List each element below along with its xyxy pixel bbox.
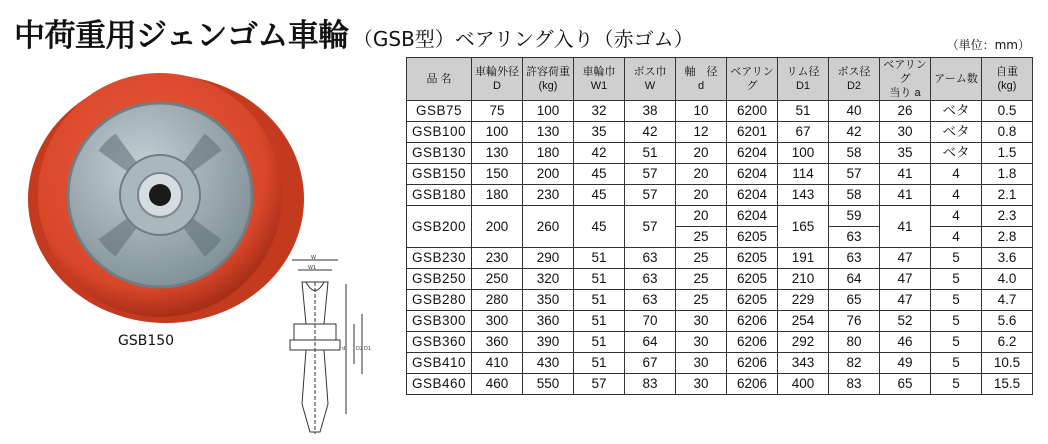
cell-value: 5.6 — [982, 311, 1033, 332]
cell-value: 51 — [778, 101, 829, 122]
col-header-load: 許容荷重 (kg) — [523, 58, 574, 101]
cell-value: 260 — [523, 206, 574, 248]
cell-value: 360 — [523, 311, 574, 332]
cell-value: 6206 — [727, 353, 778, 374]
cell-value: 35 — [880, 143, 931, 164]
cell-value: 200 — [472, 206, 523, 248]
cell-value: 6205 — [727, 227, 778, 248]
cell-value: 76 — [829, 311, 880, 332]
cell-value: 67 — [625, 353, 676, 374]
cell-value: 430 — [523, 353, 574, 374]
cell-value: 3.6 — [982, 248, 1033, 269]
dimension-d2-label: D2 — [356, 346, 364, 352]
cell-value: 130 — [472, 143, 523, 164]
cell-value: 6204 — [727, 164, 778, 185]
table-row — [407, 101, 1033, 122]
cell-value: 58 — [829, 185, 880, 206]
cell-value: 25 — [676, 290, 727, 311]
cell-value: 80 — [829, 332, 880, 353]
table-row — [407, 248, 1033, 269]
col-header-weight: 自重 (kg) — [982, 58, 1033, 101]
cell-value: 4.0 — [982, 269, 1033, 290]
cell-value: 4 — [931, 227, 982, 248]
col-header-boss-width: ボス巾 W — [625, 58, 676, 101]
cell-value: 20 — [676, 164, 727, 185]
cell-value: 83 — [625, 374, 676, 395]
table-row — [407, 143, 1033, 164]
cell-value: 47 — [880, 248, 931, 269]
cell-value: 130 — [523, 122, 574, 143]
cell-name: GSB410 — [407, 353, 472, 374]
cell-value: 42 — [625, 122, 676, 143]
cell-value: 51 — [574, 269, 625, 290]
cell-value: 320 — [523, 269, 574, 290]
cell-value: 41 — [880, 206, 931, 248]
cell-value: 59 — [829, 206, 880, 227]
cell-value: 6205 — [727, 290, 778, 311]
title-main: 中荷重用ジェンゴム車輪 — [14, 18, 349, 54]
cell-value: 114 — [778, 164, 829, 185]
cell-value: 25 — [676, 248, 727, 269]
cell-value: 150 — [472, 164, 523, 185]
col-header-arm-count: アーム数 — [931, 58, 982, 101]
cell-value: 47 — [880, 269, 931, 290]
cell-value: 1.8 — [982, 164, 1033, 185]
cell-value: 6206 — [727, 374, 778, 395]
cell-value: 360 — [472, 332, 523, 353]
cell-value: 64 — [829, 269, 880, 290]
cell-value: 51 — [574, 290, 625, 311]
dimension-d1-label: D1 — [364, 346, 372, 352]
cell-value: 250 — [472, 269, 523, 290]
cell-value: 30 — [676, 374, 727, 395]
col-header-outer-diameter: 車輪外径 D — [472, 58, 523, 101]
cell-value: 6204 — [727, 185, 778, 206]
cell-value: 390 — [523, 332, 574, 353]
cell-name: GSB100 — [407, 122, 472, 143]
cell-value: 63 — [625, 290, 676, 311]
cell-value: 57 — [625, 164, 676, 185]
cell-value: 6206 — [727, 311, 778, 332]
cell-value: 2.8 — [982, 227, 1033, 248]
cell-value: 45 — [574, 164, 625, 185]
dimension-w1-label: W1 — [308, 265, 317, 271]
col-header-name: 品 名 — [407, 58, 472, 101]
cell-name: GSB300 — [407, 311, 472, 332]
cell-value: 0.5 — [982, 101, 1033, 122]
table-row — [407, 332, 1033, 353]
col-header-wheel-width: 車輪巾 W1 — [574, 58, 625, 101]
cell-name: GSB230 — [407, 248, 472, 269]
cell-value: 67 — [778, 122, 829, 143]
cell-value: 51 — [574, 248, 625, 269]
cell-value: 290 — [523, 248, 574, 269]
cell-value: 100 — [523, 101, 574, 122]
cell-value: 254 — [778, 311, 829, 332]
cell-value: 20 — [676, 206, 727, 227]
cell-value: 64 — [625, 332, 676, 353]
cell-value: 35 — [574, 122, 625, 143]
cell-value: 200 — [523, 164, 574, 185]
cell-value: 4 — [931, 206, 982, 227]
table-row — [407, 206, 1033, 227]
cross-section-diagram — [280, 254, 390, 440]
cell-value: 42 — [829, 122, 880, 143]
cell-value: 0.8 — [982, 122, 1033, 143]
page-title — [14, 10, 694, 55]
cell-value: 15.5 — [982, 374, 1033, 395]
cell-value: 400 — [778, 374, 829, 395]
cell-value: 30 — [676, 311, 727, 332]
cell-value: 229 — [778, 290, 829, 311]
cell-name: GSB130 — [407, 143, 472, 164]
cell-value: 42 — [574, 143, 625, 164]
cell-name: GSB250 — [407, 269, 472, 290]
cell-value: 51 — [625, 143, 676, 164]
cell-value: 46 — [880, 332, 931, 353]
cell-value: 180 — [523, 143, 574, 164]
cell-value: 1.5 — [982, 143, 1033, 164]
cell-value: 5 — [931, 269, 982, 290]
table-row — [407, 374, 1033, 395]
cell-value: 75 — [472, 101, 523, 122]
table-row — [407, 311, 1033, 332]
col-header-boss-diameter: ボス径 D2 — [829, 58, 880, 101]
cell-value: 45 — [574, 206, 625, 248]
cell-value: 26 — [880, 101, 931, 122]
cell-value: 51 — [574, 311, 625, 332]
cell-value: 191 — [778, 248, 829, 269]
cell-value: 57 — [829, 164, 880, 185]
cell-value: 5 — [931, 332, 982, 353]
dimension-d-label: d — [342, 346, 346, 352]
cell-value: 4.7 — [982, 290, 1033, 311]
cell-value: 63 — [829, 248, 880, 269]
cell-value: 550 — [523, 374, 574, 395]
cell-value: 5 — [931, 311, 982, 332]
cell-name: GSB360 — [407, 332, 472, 353]
table-row — [407, 164, 1033, 185]
title-sub: （GSB型）ベアリング入り（赤ゴム） — [352, 27, 694, 51]
cell-value: 292 — [778, 332, 829, 353]
cell-value: 63 — [625, 248, 676, 269]
cell-value: 57 — [625, 185, 676, 206]
cell-name: GSB200 — [407, 206, 472, 248]
cell-value: 6206 — [727, 332, 778, 353]
cell-value: 82 — [829, 353, 880, 374]
cell-value: 41 — [880, 164, 931, 185]
table-row — [407, 185, 1033, 206]
cell-value: 10.5 — [982, 353, 1033, 374]
cell-value: 2.3 — [982, 206, 1033, 227]
cell-name: GSB75 — [407, 101, 472, 122]
cell-value: 210 — [778, 269, 829, 290]
cell-value: 143 — [778, 185, 829, 206]
cell-value: 6205 — [727, 248, 778, 269]
cell-value: 5 — [931, 374, 982, 395]
cell-value: 6204 — [727, 206, 778, 227]
cell-value: 12 — [676, 122, 727, 143]
wheel-image — [14, 72, 306, 326]
cell-value: 25 — [676, 227, 727, 248]
cell-value: 10 — [676, 101, 727, 122]
cell-value: ベタ — [931, 122, 982, 143]
cell-value: 6201 — [727, 122, 778, 143]
cell-value: 41 — [880, 185, 931, 206]
cell-value: 6204 — [727, 143, 778, 164]
cell-value: 57 — [574, 374, 625, 395]
cell-name: GSB150 — [407, 164, 472, 185]
cell-name: GSB180 — [407, 185, 472, 206]
cell-value: 32 — [574, 101, 625, 122]
cell-value: 230 — [472, 248, 523, 269]
cell-name: GSB460 — [407, 374, 472, 395]
cell-value: 6.2 — [982, 332, 1033, 353]
cell-value: 230 — [523, 185, 574, 206]
cell-value: 47 — [880, 290, 931, 311]
cell-value: 45 — [574, 185, 625, 206]
cell-value: 6205 — [727, 269, 778, 290]
cell-value: 460 — [472, 374, 523, 395]
col-header-bearing: ベアリング — [727, 58, 778, 101]
cell-value: 63 — [829, 227, 880, 248]
table-header-row — [407, 58, 1033, 101]
cell-value: ベタ — [931, 143, 982, 164]
cell-value: 410 — [472, 353, 523, 374]
spec-table — [406, 57, 1033, 395]
cell-value: 58 — [829, 143, 880, 164]
cell-value: 180 — [472, 185, 523, 206]
col-header-bearing-contact: ベアリング 当り a — [880, 58, 931, 101]
cell-value: 343 — [778, 353, 829, 374]
cell-value: 49 — [880, 353, 931, 374]
cell-value: 51 — [574, 332, 625, 353]
dimension-w-label: W — [311, 255, 316, 261]
cell-value: 5 — [931, 290, 982, 311]
table-row — [407, 290, 1033, 311]
cell-value: 70 — [625, 311, 676, 332]
table-row — [407, 353, 1033, 374]
unit-label: （単位：mm） — [946, 38, 1030, 52]
col-header-rim-diameter: リム径 D1 — [778, 58, 829, 101]
cell-value: 51 — [574, 353, 625, 374]
cell-value: 4 — [931, 164, 982, 185]
cell-value: 30 — [880, 122, 931, 143]
cell-value: 30 — [676, 332, 727, 353]
cell-value: 20 — [676, 185, 727, 206]
cell-value: 40 — [829, 101, 880, 122]
cell-value: 63 — [625, 269, 676, 290]
wheel-caption: GSB150 — [118, 333, 175, 349]
table-body — [407, 101, 1033, 395]
cell-value: 4 — [931, 185, 982, 206]
cell-value: 2.1 — [982, 185, 1033, 206]
cell-value: 300 — [472, 311, 523, 332]
col-header-axle-diameter: 軸 径 d — [676, 58, 727, 101]
cell-value: 57 — [625, 206, 676, 248]
cell-value: 165 — [778, 206, 829, 248]
cell-value: 100 — [778, 143, 829, 164]
cell-value: 280 — [472, 290, 523, 311]
table-row — [407, 122, 1033, 143]
cell-value: 20 — [676, 143, 727, 164]
cell-value: 5 — [931, 353, 982, 374]
cell-value: 5 — [931, 248, 982, 269]
cell-name: GSB280 — [407, 290, 472, 311]
table-row — [407, 269, 1033, 290]
cell-value: 350 — [523, 290, 574, 311]
cell-value: 65 — [829, 290, 880, 311]
cell-value: 83 — [829, 374, 880, 395]
cell-value: 30 — [676, 353, 727, 374]
cell-value: 6200 — [727, 101, 778, 122]
cell-value: ベタ — [931, 101, 982, 122]
cell-value: 65 — [880, 374, 931, 395]
cell-value: 100 — [472, 122, 523, 143]
cell-value: 25 — [676, 269, 727, 290]
cell-value: 52 — [880, 311, 931, 332]
cell-value: 38 — [625, 101, 676, 122]
